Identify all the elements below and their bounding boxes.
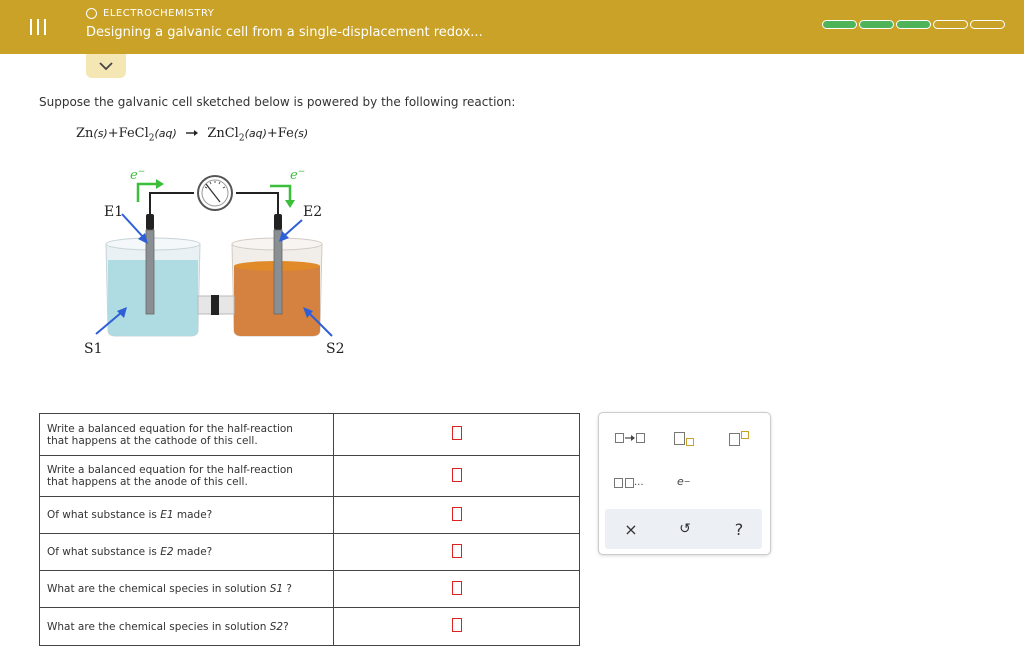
reaction-arrow-tool[interactable] [615,433,645,443]
question-text: ? [283,583,292,595]
action-bar [605,509,762,549]
question-cell [40,608,334,646]
table-row [40,456,580,497]
answer-input-box[interactable] [452,426,462,440]
undo-button[interactable] [665,509,705,549]
answer-cell-anode[interactable] [334,456,580,497]
question-cell [40,497,334,534]
arrow-right-icon [624,434,636,442]
answer-cell-e1[interactable] [334,497,580,534]
question-prompt: Suppose the galvanic cell sketched below is powered by the following reaction: [39,95,516,109]
electron-label-right: e− [290,167,306,183]
menu-button[interactable] [0,0,76,54]
question-text: made? [173,546,213,558]
electron-symbol: e [677,475,684,488]
question-cell [40,414,334,456]
progress-segment [859,20,894,29]
answer-cell-e2[interactable] [334,534,580,571]
reactant-fecl2: FeCl [118,126,149,141]
electrode-e2 [274,214,282,314]
reactant-zn: Zn [76,126,94,141]
subscript: 2 [148,133,155,144]
plus-sign: + [266,126,278,141]
help-icon: ? [734,519,744,539]
state-label: (s) [293,127,309,140]
question-text: What are the chemical species in solution [47,620,270,633]
progress-bar [822,20,1005,29]
table-row [40,414,580,456]
question-cell [40,571,334,608]
question-variable: S2 [269,620,284,633]
table-row [40,497,580,534]
electron-tool[interactable] [677,475,690,488]
top-bar [0,0,1024,54]
page-title: Designing a galvanic cell from a single-displacement redox... [86,25,483,40]
state-label: (aq) [244,127,267,140]
question-cell [40,456,334,497]
box-icon [614,478,623,488]
state-label: (aq) [154,127,177,140]
plus-sign: + [107,126,119,141]
subscript-tool[interactable] [674,430,694,446]
question-text: Write a balanced equation for the half-reaction [47,464,293,476]
box-icon [674,432,685,445]
electron-sup: − [683,477,691,486]
electron-label-left: e− [130,167,146,183]
chevron-down-icon [99,62,113,71]
question-text: Of what substance is [47,546,161,558]
answer-toolbox [598,412,771,555]
question-variable: S1 [269,583,284,595]
box-icon [636,433,645,443]
electron-flow-arrow-right [270,186,295,208]
subscript-box-icon [686,438,694,446]
list-tool[interactable] [614,477,644,488]
question-text: that happens at the anode of this cell. [47,476,248,488]
questions-table [39,413,580,646]
answer-input-box[interactable] [452,544,462,558]
question-text: ? [283,620,289,633]
box-icon [729,433,740,446]
table-row [40,571,580,608]
progress-segment [933,20,968,29]
question-cell [40,534,334,571]
label-e1: E1 [104,204,124,220]
topic-row [86,8,214,19]
topic-circle-icon [86,8,97,19]
collapse-toggle[interactable] [86,54,126,78]
question-text: that happens at the cathode of this cell. [47,434,258,447]
table-row [40,534,580,571]
progress-segment [822,20,857,29]
box-icon [615,433,624,443]
salt-bridge [198,295,234,315]
answer-cell-s2[interactable] [334,608,580,646]
reaction-equation [76,126,308,144]
close-icon: × [624,519,638,539]
voltmeter-icon [198,176,232,210]
answer-input-box[interactable] [452,581,462,595]
progress-segment [896,20,931,29]
help-button[interactable] [719,509,759,549]
electrode-e1 [146,214,154,314]
question-text: Of what substance is [47,509,161,521]
clear-button[interactable] [611,509,651,549]
answer-cell-s1[interactable] [334,571,580,608]
question-text: made? [173,509,213,521]
answer-input-box[interactable] [452,507,462,521]
galvanic-cell-diagram [60,160,370,360]
superscript-box-icon [741,431,749,439]
label-e2: E2 [303,204,323,220]
question-text: Write a balanced equation for the half-reaction [47,422,293,435]
superscript-tool[interactable] [729,428,749,446]
subscript: 2 [238,133,245,144]
progress-segment [970,20,1005,29]
undo-icon: ↺ [679,521,691,537]
label-s1: S1 [84,341,103,357]
answer-input-box[interactable] [452,468,462,482]
answer-cell-cathode[interactable] [334,414,580,456]
label-s2: S2 [326,341,345,357]
product-fe: Fe [277,126,294,141]
topic-label: ELECTROCHEMISTRY [103,8,215,19]
answer-input-box[interactable] [452,618,462,632]
product-zncl2: ZnCl [207,126,239,141]
wire-right [236,193,278,220]
ellipsis-text: ... [634,477,644,488]
wire-left [150,193,194,220]
state-label: (s) [93,127,108,140]
question-text: What are the chemical species in solution [47,583,270,595]
reaction-arrow-icon [185,129,199,137]
question-variable: E1 [160,509,174,521]
table-row [40,608,580,646]
hamburger-icon [30,19,46,35]
box-icon [625,478,634,488]
question-variable: E2 [160,546,174,558]
